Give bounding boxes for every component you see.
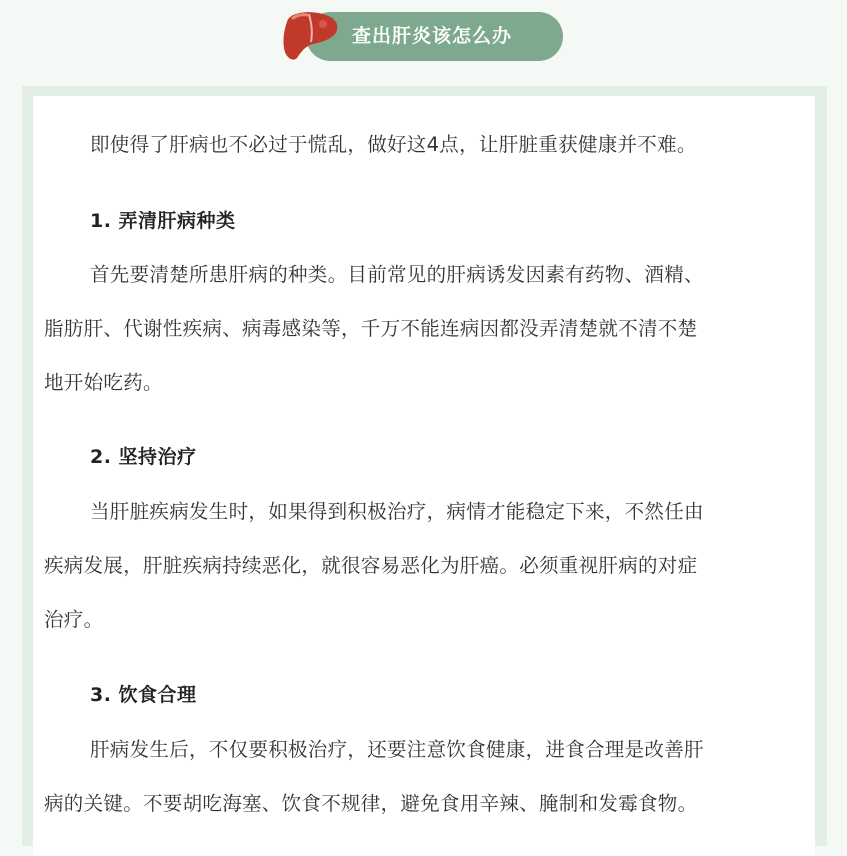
intro-paragraph: 即使得了肝病也不必过于慌乱，做好这4点，让肝脏重获健康并不难。 bbox=[90, 133, 697, 156]
page-title: 查出肝炎该怎么办 bbox=[352, 25, 513, 47]
section-1-line-2: 脂肪肝、代谢性疾病、病毒感染等，千万不能连病因都没弄清楚就不清不楚 bbox=[44, 317, 698, 340]
section-heading-2: 2. 坚持治疗 bbox=[90, 446, 197, 468]
section-1-line-3: 地开始吃药。 bbox=[44, 371, 163, 394]
section-2-line-1: 当肝脏疾病发生时，如果得到积极治疗，病情才能稳定下来，不然任由 bbox=[90, 500, 704, 523]
section-1-line-1: 首先要清楚所患肝病的种类。目前常见的肝病诱发因素有药物、酒精、 bbox=[90, 263, 704, 286]
section-3-line-1: 肝病发生后，不仅要积极治疗，还要注意饮食健康，进食合理是改善肝 bbox=[90, 738, 704, 761]
section-heading-1: 1. 弄清肝病种类 bbox=[90, 210, 236, 232]
section-3-line-2: 病的关键。不要胡吃海塞、饮食不规律，避免食用辛辣、腌制和发霉食物。 bbox=[44, 792, 698, 815]
section-2-line-2: 疾病发展，肝脏疾病持续恶化，就很容易恶化为肝癌。必须重视肝病的对症 bbox=[44, 554, 698, 577]
section-2-line-3: 治疗。 bbox=[44, 608, 104, 631]
section-heading-3: 3. 饮食合理 bbox=[90, 684, 197, 706]
liver-icon bbox=[279, 8, 345, 62]
header-banner bbox=[0, 0, 847, 86]
